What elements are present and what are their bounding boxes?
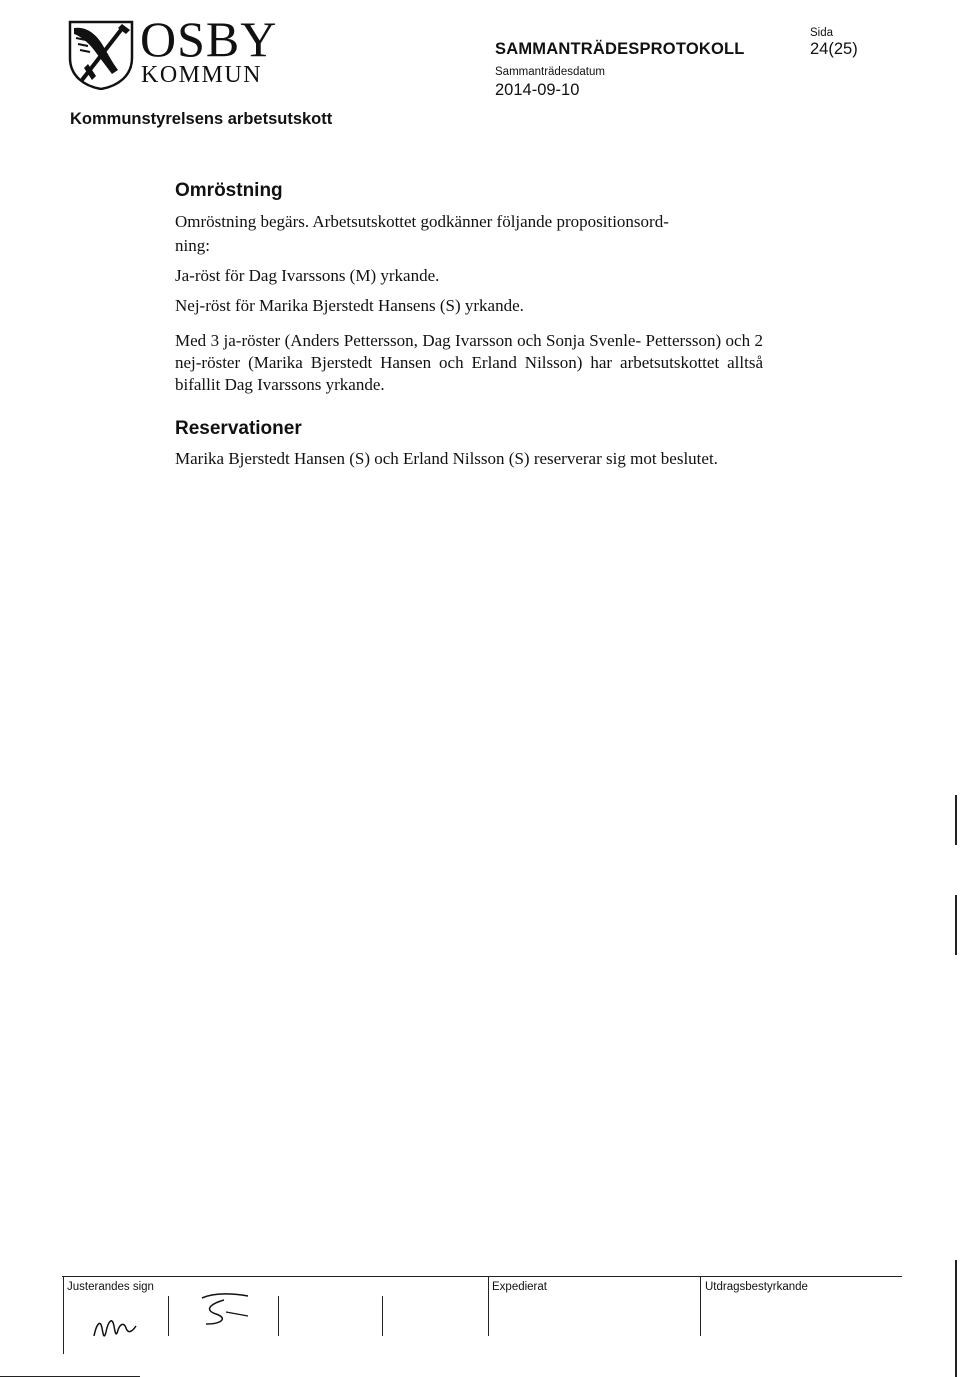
page-label: Sida <box>810 27 834 39</box>
section-heading-reservationer: Reservationer <box>175 418 302 439</box>
organization-name: Kommunstyrelsens arbetsutskott <box>70 110 333 128</box>
osby-coat-of-arms-logo <box>66 18 136 90</box>
date-label: Sammanträdesdatum <box>495 66 605 78</box>
vote-result-paragraph: Med 3 ja-röster (Anders Pettersson, Dag Ivarsson och Sonja Svenle- Pettersson) och 2 nej-röster (Marika Bjerstedt Hansen och Erland Nilsson) har arbetsutskottet alltså bifallit Dag Ivarssons yrkande. <box>175 331 763 394</box>
handwritten-signature-stroke <box>196 1290 266 1330</box>
document-title: SAMMANTRÄDESPROTOKOLL <box>495 40 745 58</box>
date-value: 2014-09-10 <box>495 81 580 99</box>
utdragsbestyrkande-label: Utdragsbestyrkande <box>705 1281 808 1293</box>
footer-divider <box>382 1296 383 1336</box>
footer-divider <box>168 1296 169 1336</box>
page-number: 24(25) <box>810 40 858 58</box>
omrostning-intro-line-2: ning: <box>175 236 210 255</box>
footer-divider <box>488 1276 489 1336</box>
footer-divider <box>278 1296 279 1336</box>
reservation-paragraph: Marika Bjerstedt Hansen (S) och Erland Nilsson (S) reserverar sig mot beslutet. <box>175 449 718 468</box>
justerandes-sign-label: Justerandes sign <box>67 1281 154 1293</box>
ja-rost-line: Ja-röst för Dag Ivarssons (M) yrkande. <box>175 266 440 285</box>
logo-subtitle: KOMMUN <box>141 62 263 88</box>
footer-top-rule <box>62 1276 902 1277</box>
logo-name: OSBY <box>140 11 278 67</box>
footer-divider <box>700 1276 701 1336</box>
handwritten-signature-initials <box>88 1306 148 1346</box>
margin-mark <box>955 795 957 845</box>
margin-mark <box>955 895 957 955</box>
omrostning-intro-line-1: Omröstning begärs. Arbetsutskottet godkänner följande propositionsord- <box>175 212 669 231</box>
expedierat-label: Expedierat <box>492 1281 547 1293</box>
footer-divider <box>63 1276 64 1354</box>
section-heading-omrostning: Omröstning <box>175 180 283 201</box>
margin-mark <box>955 1260 957 1377</box>
nej-rost-line: Nej-röst för Marika Bjerstedt Hansens (S) yrkande. <box>175 296 524 315</box>
